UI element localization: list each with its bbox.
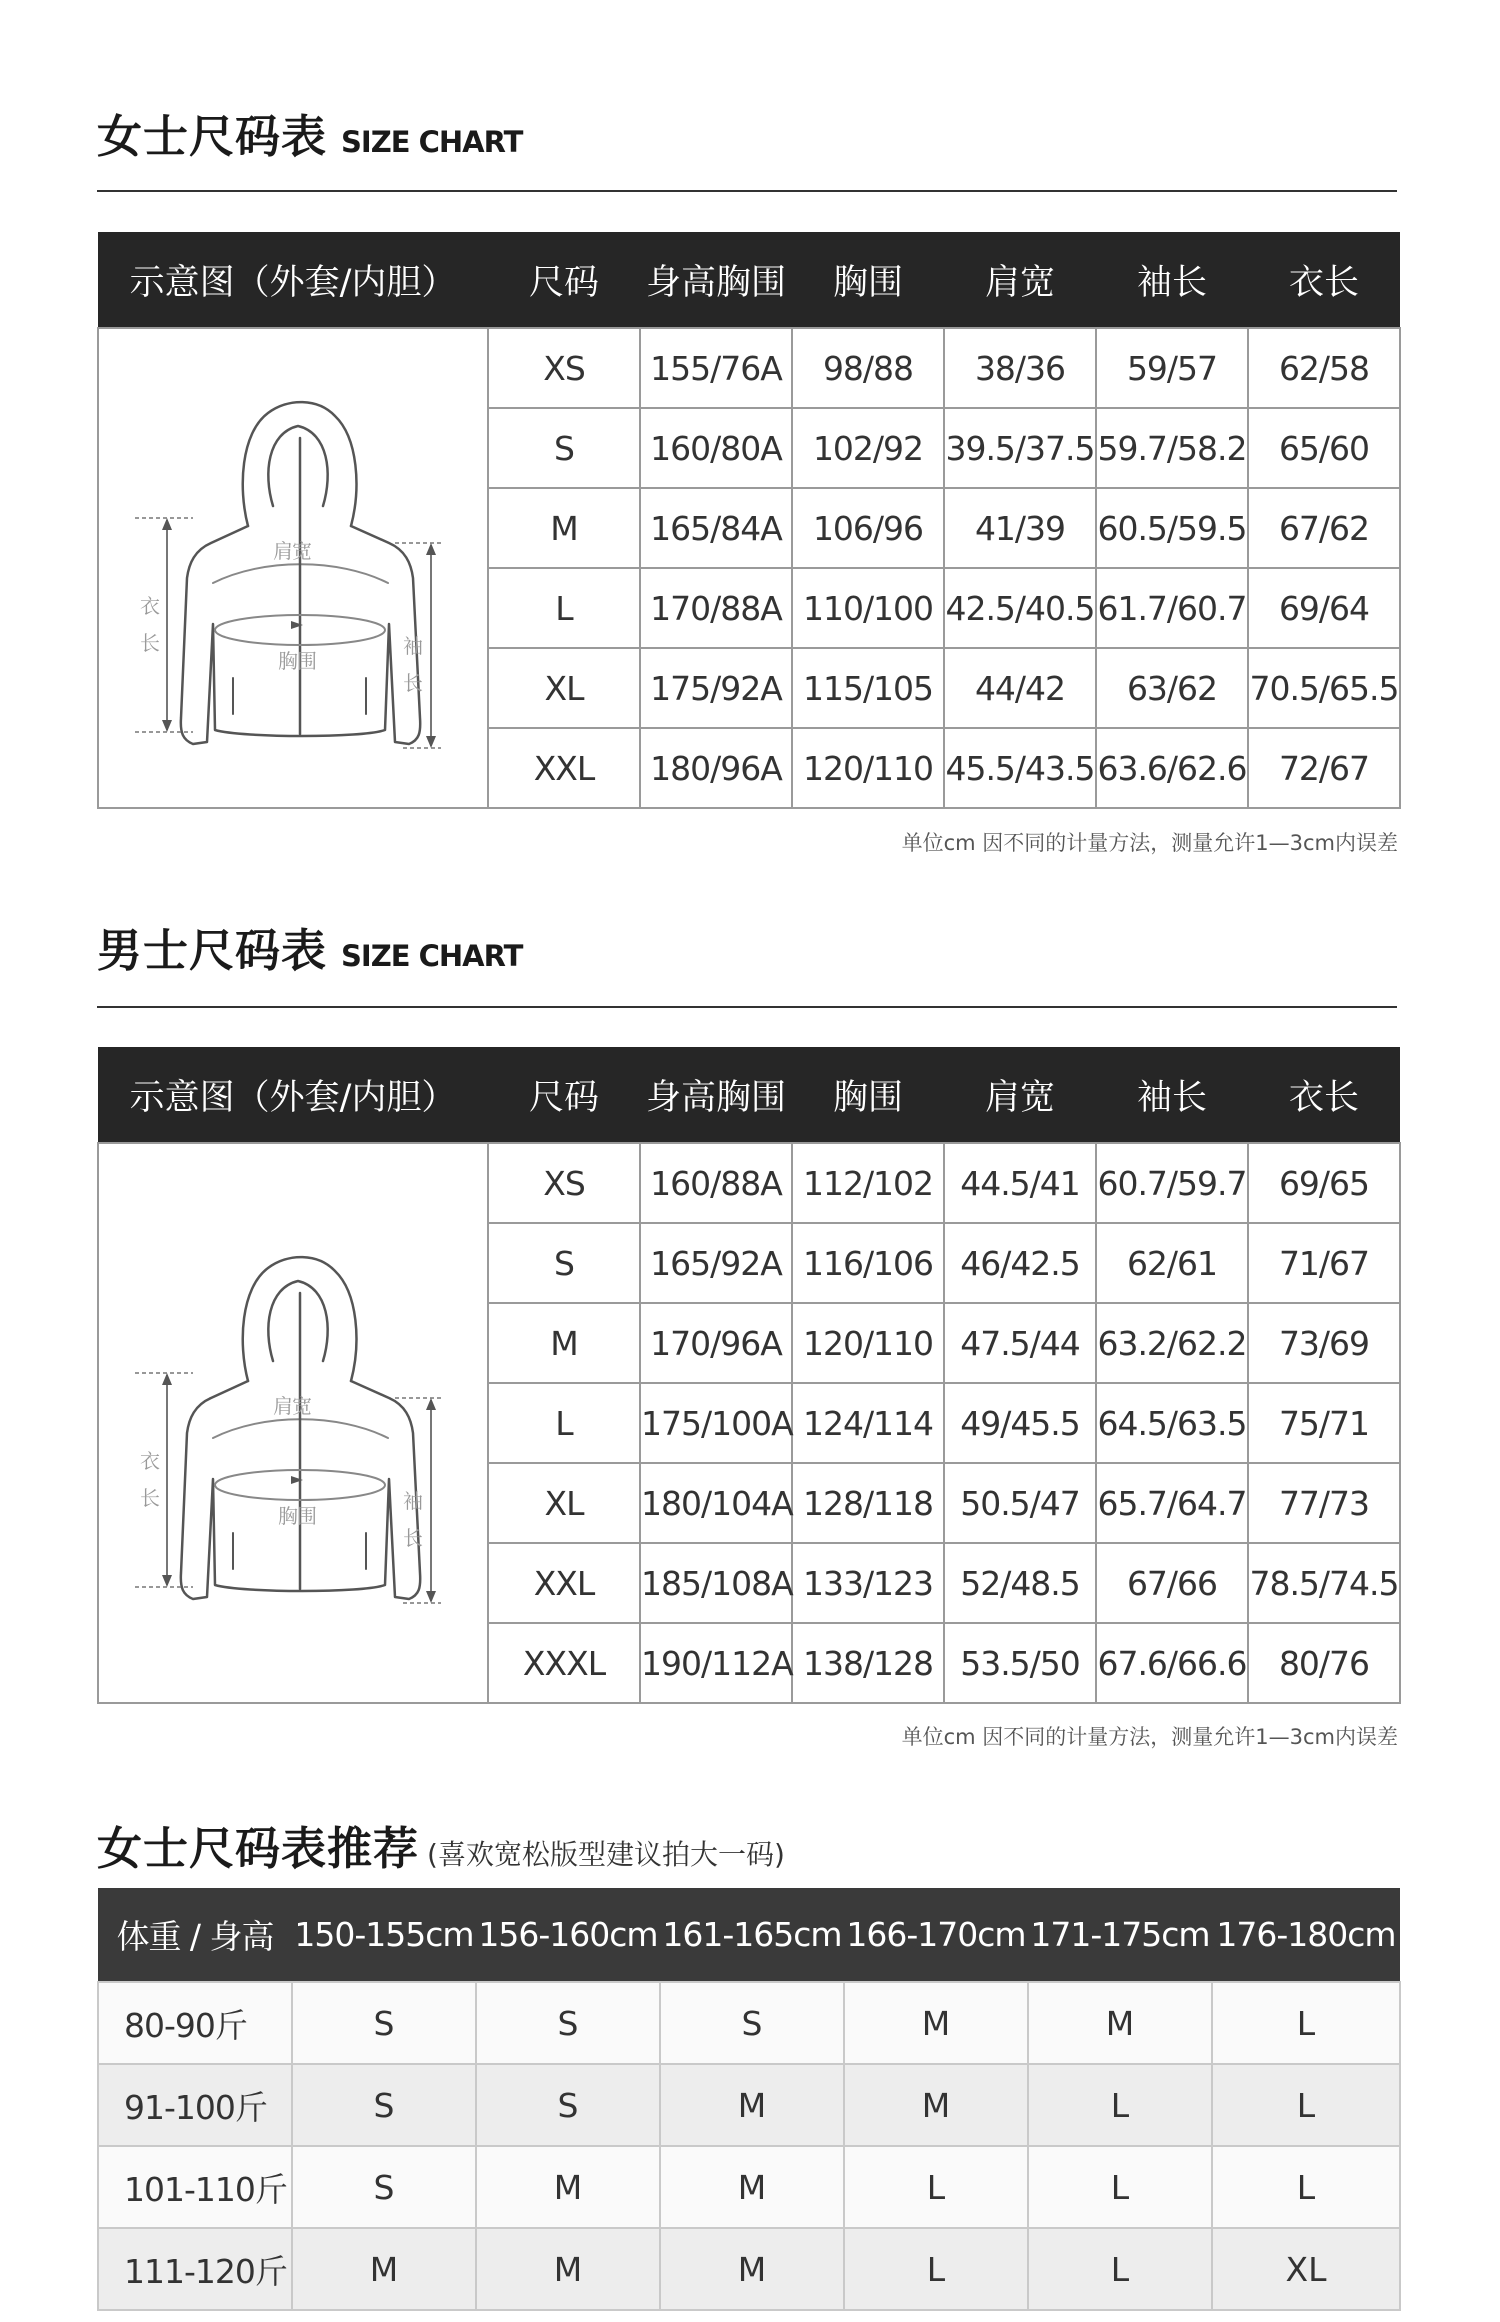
measure-cell: 80/76 [1248,1623,1400,1703]
recommend-header-row [98,1888,1400,1982]
size-cell: S [292,2146,476,2228]
length-label-top: 衣 [140,1449,159,1473]
measure-cell: 190/112A [640,1623,792,1703]
women-title-cn: 女士尺码表 [97,110,328,163]
measure-cell: 50.5/47 [944,1463,1096,1543]
measure-cell: 59/57 [1096,328,1248,408]
size-cell: L [1028,2146,1212,2228]
table-row [98,328,1400,408]
size-cell: M [844,2064,1028,2146]
measure-cell: 120/110 [792,728,944,808]
measure-cell: 47.5/44 [944,1303,1096,1383]
measure-cell: 124/114 [792,1383,944,1463]
measure-cell: 59.7/58.2 [1096,408,1248,488]
women-chart-title [97,100,522,165]
measure-cell: 46/42.5 [944,1223,1096,1303]
size-cell: L [1028,2064,1212,2146]
measure-cell: 64.5/63.5 [1096,1383,1248,1463]
header-shoulder: 肩宽 [944,232,1096,328]
header-height-range: 166-170cm [844,1888,1028,1982]
weight-cell: 111-120斤 [98,2228,292,2310]
men-chart-title [97,914,522,979]
size-cell: XL [488,648,640,728]
header-diagram: 示意图（外套/内胆） [98,232,488,328]
men-title-en: SIZE CHART [341,939,523,973]
size-cell: M [844,1982,1028,2064]
size-cell: S [476,1982,660,2064]
size-cell: L [1212,2146,1400,2228]
measure-cell: 78.5/74.5 [1248,1543,1400,1623]
measure-cell: 63/62 [1096,648,1248,728]
sleeve-label-bottom: 长 [403,1526,422,1550]
header-size: 尺码 [488,1047,640,1143]
size-cell: M [1028,1982,1212,2064]
measure-cell: 160/80A [640,408,792,488]
measure-cell: 180/96A [640,728,792,808]
recommend-title-note: (喜欢宽松版型建议拍大一码) [427,1838,785,1871]
measure-cell: 60.7/59.7 [1096,1143,1248,1223]
header-chest: 胸围 [792,232,944,328]
diagram-cell [98,328,488,808]
measure-cell: 63.6/62.6 [1096,728,1248,808]
weight-cell: 101-110斤 [98,2146,292,2228]
hood-inner-icon [268,426,327,506]
men-size-table [97,1047,1401,1704]
measure-cell: 115/105 [792,648,944,728]
table-row [98,1982,1400,2064]
size-cell: S [292,1982,476,2064]
size-cell: L [488,568,640,648]
size-cell: S [660,1982,844,2064]
header-height-range: 161-165cm [660,1888,844,1982]
measure-cell: 165/92A [640,1223,792,1303]
length-label-bottom: 长 [140,1486,159,1510]
measure-cell: 112/102 [792,1143,944,1223]
measure-cell: 44.5/41 [944,1143,1096,1223]
men-title-cn: 男士尺码表 [97,924,328,977]
size-cell: XXL [488,728,640,808]
measure-cell: 73/69 [1248,1303,1400,1383]
header-length: 衣长 [1248,232,1400,328]
header-size: 尺码 [488,232,640,328]
measure-cell: 180/104A [640,1463,792,1543]
size-cell: XS [488,328,640,408]
size-cell: M [488,488,640,568]
weight-cell: 80-90斤 [98,1982,292,2064]
measure-cell: 175/92A [640,648,792,728]
shoulder-label: 肩宽 [273,539,311,563]
sleeve-label-top: 袖 [403,1489,422,1513]
measure-cell: 38/36 [944,328,1096,408]
measure-cell: 62/58 [1248,328,1400,408]
size-cell: L [844,2228,1028,2310]
size-cell: M [660,2146,844,2228]
measure-cell: 71/67 [1248,1223,1400,1303]
size-cell: S [488,1223,640,1303]
length-label-top: 衣 [140,594,159,618]
measure-cell: 170/96A [640,1303,792,1383]
header-height-range: 150-155cm [292,1888,476,1982]
size-cell: M [292,2228,476,2310]
measure-cell: 160/88A [640,1143,792,1223]
header-diagram: 示意图（外套/内胆） [98,1047,488,1143]
size-cell: XS [488,1143,640,1223]
size-cell: S [476,2064,660,2146]
header-shoulder: 肩宽 [944,1047,1096,1143]
jacket-diagram [123,378,463,758]
measure-cell: 75/71 [1248,1383,1400,1463]
size-cell: L [1212,2064,1400,2146]
size-cell: XL [488,1463,640,1543]
measure-cell: 63.2/62.2 [1096,1303,1248,1383]
header-length: 衣长 [1248,1047,1400,1143]
header-height-chest: 身高胸围 [640,232,792,328]
measure-cell: 69/65 [1248,1143,1400,1223]
measure-cell: 77/73 [1248,1463,1400,1543]
chest-label: 胸围 [278,649,316,673]
measure-cell: 120/110 [792,1303,944,1383]
measure-cell: 49/45.5 [944,1383,1096,1463]
measure-cell: 138/128 [792,1623,944,1703]
hood-inner-icon [268,1281,327,1361]
measure-cell: 69/64 [1248,568,1400,648]
header-height-range: 171-175cm [1028,1888,1212,1982]
table-row [98,2064,1400,2146]
header-sleeve: 袖长 [1096,232,1248,328]
size-cell: S [292,2064,476,2146]
measure-cell: 52/48.5 [944,1543,1096,1623]
measure-cell: 110/100 [792,568,944,648]
sleeve-label-bottom: 长 [403,671,422,695]
measure-cell: 67/66 [1096,1543,1248,1623]
measure-cell: 44/42 [944,648,1096,728]
measure-cell: 106/96 [792,488,944,568]
women-size-table [97,232,1401,809]
length-label-bottom: 长 [140,631,159,655]
header-height-range: 156-160cm [476,1888,660,1982]
measure-cell: 185/108A [640,1543,792,1623]
women-footnote: 单位cm 因不同的计量方法，测量允许1—3cm内误差 [901,831,1398,855]
header-chest: 胸围 [792,1047,944,1143]
chest-label: 胸围 [278,1504,316,1528]
measure-cell: 67/62 [1248,488,1400,568]
measure-cell: 53.5/50 [944,1623,1096,1703]
recommend-title-cn: 女士尺码表推荐 [97,1822,420,1875]
header-height-range: 176-180cm [1212,1888,1400,1982]
men-footnote: 单位cm 因不同的计量方法，测量允许1—3cm内误差 [901,1725,1398,1749]
size-cell: L [1028,2228,1212,2310]
measure-cell: 61.7/60.7 [1096,568,1248,648]
measure-cell: 170/88A [640,568,792,648]
measure-cell: 165/84A [640,488,792,568]
measure-cell: 62/61 [1096,1223,1248,1303]
women-header-row [98,232,1400,328]
measure-cell: 102/92 [792,408,944,488]
women-title-divider [97,190,1397,192]
sleeve-label-top: 袖 [403,634,422,658]
table-row [98,2146,1400,2228]
size-cell: M [488,1303,640,1383]
header-weight-height: 体重 / 身高 [98,1888,292,1982]
measure-cell: 116/106 [792,1223,944,1303]
measure-cell: 155/76A [640,328,792,408]
table-row [98,2228,1400,2310]
size-cell: M [476,2146,660,2228]
measure-cell: 67.6/66.6 [1096,1623,1248,1703]
shoulder-label: 肩宽 [273,1394,311,1418]
size-cell: XXL [488,1543,640,1623]
size-cell: M [660,2064,844,2146]
men-header-row [98,1047,1400,1143]
diagram-cell [98,1143,488,1703]
header-height-chest: 身高胸围 [640,1047,792,1143]
size-cell: L [1212,1982,1400,2064]
measure-cell: 39.5/37.5 [944,408,1096,488]
header-sleeve: 袖长 [1096,1047,1248,1143]
size-cell: XL [1212,2228,1400,2310]
size-cell: XXXL [488,1623,640,1703]
measure-cell: 41/39 [944,488,1096,568]
measure-cell: 72/67 [1248,728,1400,808]
measure-cell: 60.5/59.5 [1096,488,1248,568]
size-cell: L [488,1383,640,1463]
table-row [98,1143,1400,1223]
size-cell: M [476,2228,660,2310]
measure-cell: 65/60 [1248,408,1400,488]
jacket-diagram [123,1233,463,1613]
recommend-title [97,1812,785,1877]
measure-cell: 133/123 [792,1543,944,1623]
size-cell: M [660,2228,844,2310]
men-title-divider [97,1006,1397,1008]
women-title-en: SIZE CHART [341,125,523,159]
measure-cell: 65.7/64.7 [1096,1463,1248,1543]
measure-cell: 175/100A [640,1383,792,1463]
measure-cell: 45.5/43.5 [944,728,1096,808]
measure-cell: 128/118 [792,1463,944,1543]
size-cell: L [844,2146,1028,2228]
measure-cell: 70.5/65.5 [1248,648,1400,728]
weight-cell: 91-100斤 [98,2064,292,2146]
measure-cell: 98/88 [792,328,944,408]
measure-cell: 42.5/40.5 [944,568,1096,648]
recommend-table [97,1888,1401,2311]
size-cell: S [488,408,640,488]
